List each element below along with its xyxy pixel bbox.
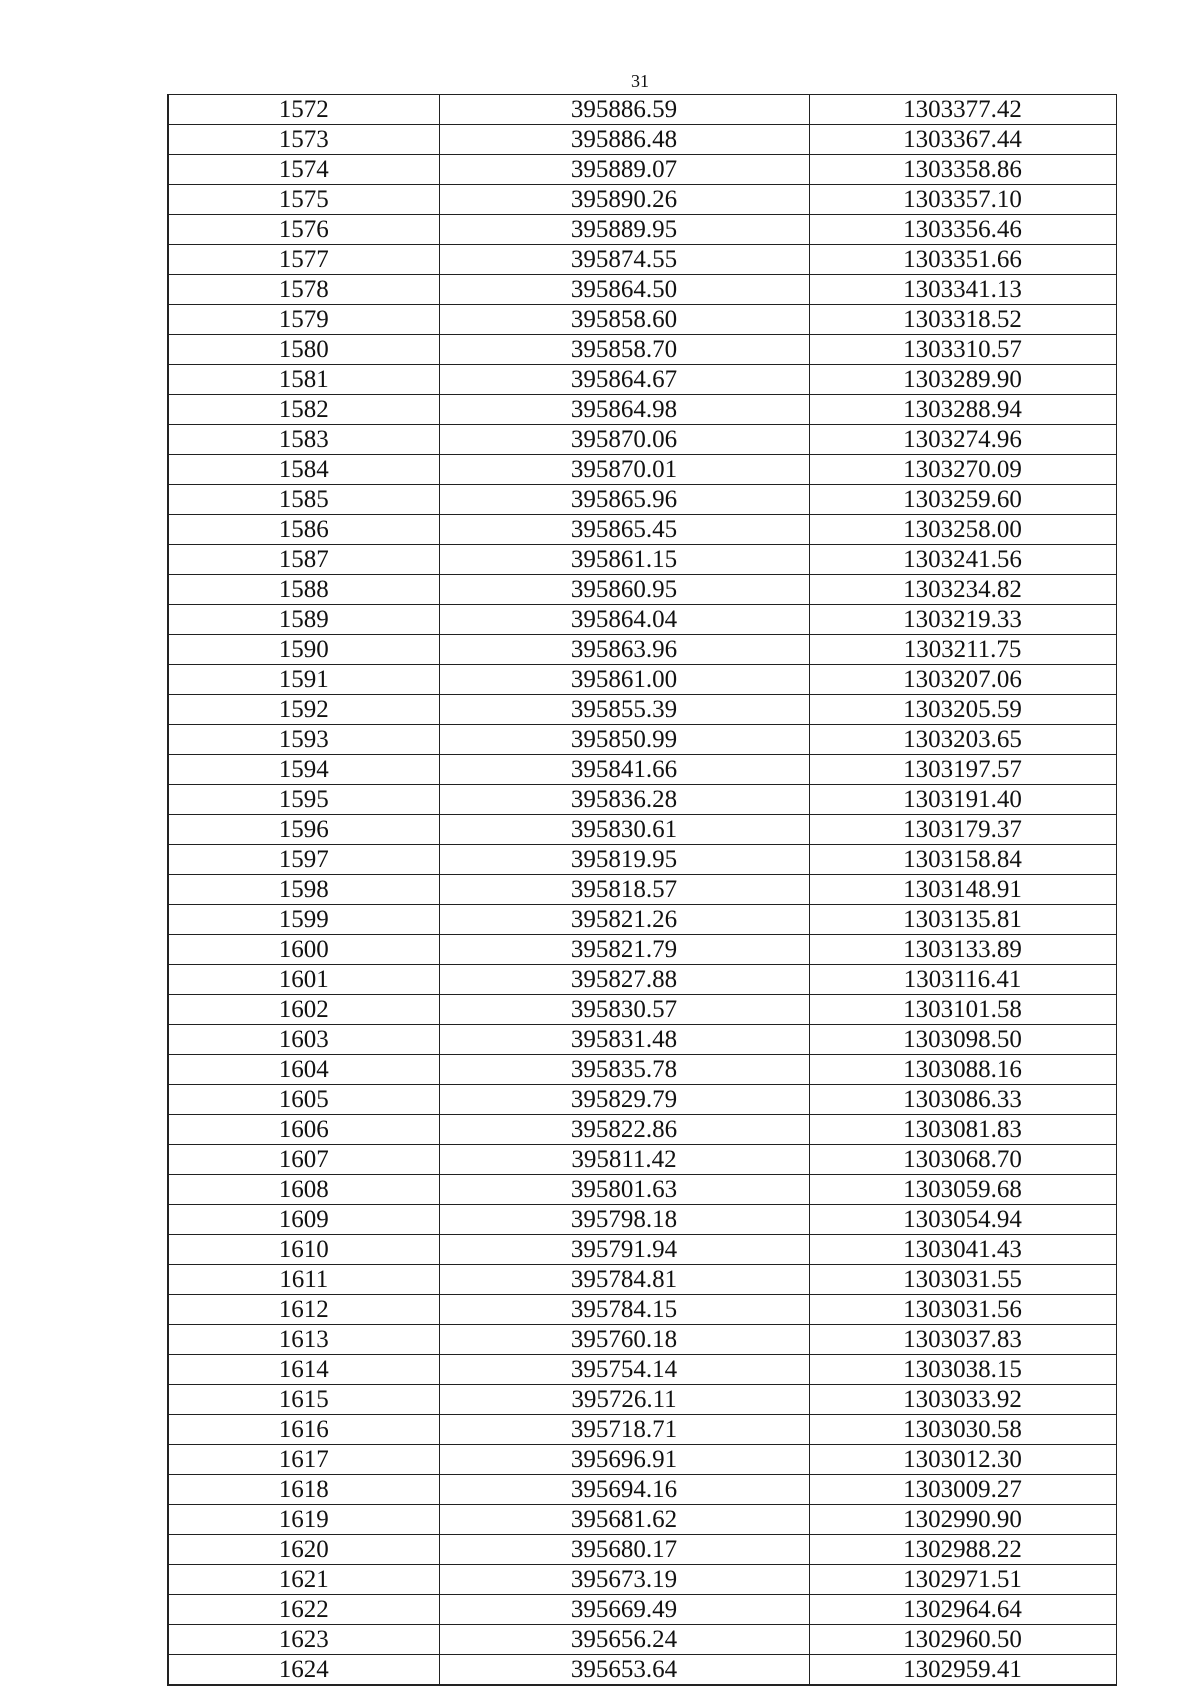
table-row bbox=[168, 1535, 1116, 1565]
table-row bbox=[168, 1115, 1116, 1145]
x-coordinate-cell: 395886.48 bbox=[439, 125, 809, 155]
y-coordinate-cell: 1303310.57 bbox=[809, 335, 1116, 365]
y-coordinate-cell: 1303116.41 bbox=[809, 965, 1116, 995]
table-row bbox=[168, 1355, 1116, 1385]
x-coordinate-cell: 395864.67 bbox=[439, 365, 809, 395]
y-coordinate-cell: 1303197.57 bbox=[809, 755, 1116, 785]
y-coordinate-cell: 1302988.22 bbox=[809, 1535, 1116, 1565]
table-row bbox=[168, 635, 1116, 665]
y-coordinate-cell: 1303318.52 bbox=[809, 305, 1116, 335]
x-coordinate-cell: 395680.17 bbox=[439, 1535, 809, 1565]
point-number-cell: 1573 bbox=[168, 125, 439, 155]
y-coordinate-cell: 1303205.59 bbox=[809, 695, 1116, 725]
x-coordinate-cell: 395681.62 bbox=[439, 1505, 809, 1535]
table-row bbox=[168, 605, 1116, 635]
point-number-cell: 1592 bbox=[168, 695, 439, 725]
table-row bbox=[168, 425, 1116, 455]
point-number-cell: 1587 bbox=[168, 545, 439, 575]
table-row bbox=[168, 965, 1116, 995]
y-coordinate-cell: 1303341.13 bbox=[809, 275, 1116, 305]
table-row bbox=[168, 1625, 1116, 1655]
point-number-cell: 1594 bbox=[168, 755, 439, 785]
x-coordinate-cell: 395819.95 bbox=[439, 845, 809, 875]
table-row bbox=[168, 1055, 1116, 1085]
x-coordinate-cell: 395870.06 bbox=[439, 425, 809, 455]
point-number-cell: 1572 bbox=[168, 95, 439, 125]
x-coordinate-cell: 395822.86 bbox=[439, 1115, 809, 1145]
table-row bbox=[168, 1025, 1116, 1055]
y-coordinate-cell: 1303059.68 bbox=[809, 1175, 1116, 1205]
y-coordinate-cell: 1303258.00 bbox=[809, 515, 1116, 545]
x-coordinate-cell: 395889.95 bbox=[439, 215, 809, 245]
point-number-cell: 1580 bbox=[168, 335, 439, 365]
y-coordinate-cell: 1303068.70 bbox=[809, 1145, 1116, 1175]
x-coordinate-cell: 395861.00 bbox=[439, 665, 809, 695]
x-coordinate-cell: 395811.42 bbox=[439, 1145, 809, 1175]
point-number-cell: 1603 bbox=[168, 1025, 439, 1055]
point-number-cell: 1577 bbox=[168, 245, 439, 275]
table-row bbox=[168, 575, 1116, 605]
point-number-cell: 1583 bbox=[168, 425, 439, 455]
y-coordinate-cell: 1303191.40 bbox=[809, 785, 1116, 815]
x-coordinate-cell: 395791.94 bbox=[439, 1235, 809, 1265]
x-coordinate-cell: 395863.96 bbox=[439, 635, 809, 665]
table-row bbox=[168, 1595, 1116, 1625]
point-number-cell: 1615 bbox=[168, 1385, 439, 1415]
x-coordinate-cell: 395784.81 bbox=[439, 1265, 809, 1295]
table-row bbox=[168, 1385, 1116, 1415]
table-row bbox=[168, 1655, 1116, 1686]
x-coordinate-cell: 395870.01 bbox=[439, 455, 809, 485]
point-number-cell: 1623 bbox=[168, 1625, 439, 1655]
point-number-cell: 1614 bbox=[168, 1355, 439, 1385]
x-coordinate-cell: 395865.96 bbox=[439, 485, 809, 515]
point-number-cell: 1620 bbox=[168, 1535, 439, 1565]
x-coordinate-cell: 395835.78 bbox=[439, 1055, 809, 1085]
point-number-cell: 1586 bbox=[168, 515, 439, 545]
table-row bbox=[168, 1325, 1116, 1355]
point-number-cell: 1591 bbox=[168, 665, 439, 695]
table-row bbox=[168, 1175, 1116, 1205]
table-row bbox=[168, 1295, 1116, 1325]
point-number-cell: 1593 bbox=[168, 725, 439, 755]
point-number-cell: 1581 bbox=[168, 365, 439, 395]
x-coordinate-cell: 395821.79 bbox=[439, 935, 809, 965]
y-coordinate-cell: 1303356.46 bbox=[809, 215, 1116, 245]
y-coordinate-cell: 1303274.96 bbox=[809, 425, 1116, 455]
x-coordinate-cell: 395784.15 bbox=[439, 1295, 809, 1325]
point-number-cell: 1597 bbox=[168, 845, 439, 875]
point-number-cell: 1611 bbox=[168, 1265, 439, 1295]
table-row bbox=[168, 1145, 1116, 1175]
table-row bbox=[168, 995, 1116, 1025]
point-number-cell: 1575 bbox=[168, 185, 439, 215]
y-coordinate-cell: 1303088.16 bbox=[809, 1055, 1116, 1085]
y-coordinate-cell: 1303158.84 bbox=[809, 845, 1116, 875]
table-row bbox=[168, 515, 1116, 545]
table-row bbox=[168, 1565, 1116, 1595]
point-number-cell: 1618 bbox=[168, 1475, 439, 1505]
y-coordinate-cell: 1303377.42 bbox=[809, 95, 1116, 125]
y-coordinate-cell: 1303211.75 bbox=[809, 635, 1116, 665]
y-coordinate-cell: 1303135.81 bbox=[809, 905, 1116, 935]
table-row bbox=[168, 1265, 1116, 1295]
table-row bbox=[168, 935, 1116, 965]
point-number-cell: 1595 bbox=[168, 785, 439, 815]
y-coordinate-cell: 1303033.92 bbox=[809, 1385, 1116, 1415]
x-coordinate-cell: 395865.45 bbox=[439, 515, 809, 545]
x-coordinate-cell: 395860.95 bbox=[439, 575, 809, 605]
y-coordinate-cell: 1303009.27 bbox=[809, 1475, 1116, 1505]
y-coordinate-cell: 1303357.10 bbox=[809, 185, 1116, 215]
table-row bbox=[168, 545, 1116, 575]
table-row bbox=[168, 815, 1116, 845]
point-number-cell: 1600 bbox=[168, 935, 439, 965]
y-coordinate-cell: 1303037.83 bbox=[809, 1325, 1116, 1355]
point-number-cell: 1612 bbox=[168, 1295, 439, 1325]
point-number-cell: 1582 bbox=[168, 395, 439, 425]
y-coordinate-cell: 1303367.44 bbox=[809, 125, 1116, 155]
y-coordinate-cell: 1303358.86 bbox=[809, 155, 1116, 185]
table-row bbox=[168, 95, 1116, 125]
point-number-cell: 1617 bbox=[168, 1445, 439, 1475]
x-coordinate-cell: 395855.39 bbox=[439, 695, 809, 725]
x-coordinate-cell: 395841.66 bbox=[439, 755, 809, 785]
x-coordinate-cell: 395830.57 bbox=[439, 995, 809, 1025]
page-number: 31 bbox=[631, 71, 649, 91]
y-coordinate-cell: 1302964.64 bbox=[809, 1595, 1116, 1625]
table-row bbox=[168, 1505, 1116, 1535]
table-row bbox=[168, 1475, 1116, 1505]
point-number-cell: 1605 bbox=[168, 1085, 439, 1115]
y-coordinate-cell: 1303133.89 bbox=[809, 935, 1116, 965]
y-coordinate-cell: 1303086.33 bbox=[809, 1085, 1116, 1115]
x-coordinate-cell: 395861.15 bbox=[439, 545, 809, 575]
x-coordinate-cell: 395886.59 bbox=[439, 95, 809, 125]
point-number-cell: 1613 bbox=[168, 1325, 439, 1355]
y-coordinate-cell: 1303031.55 bbox=[809, 1265, 1116, 1295]
table-row bbox=[168, 1415, 1116, 1445]
table-row bbox=[168, 305, 1116, 335]
table-row bbox=[168, 1085, 1116, 1115]
y-coordinate-cell: 1303270.09 bbox=[809, 455, 1116, 485]
point-number-cell: 1610 bbox=[168, 1235, 439, 1265]
table-row bbox=[168, 485, 1116, 515]
x-coordinate-cell: 395836.28 bbox=[439, 785, 809, 815]
table-row bbox=[168, 785, 1116, 815]
table-body bbox=[168, 95, 1116, 1686]
y-coordinate-cell: 1303234.82 bbox=[809, 575, 1116, 605]
x-coordinate-cell: 395829.79 bbox=[439, 1085, 809, 1115]
table-row bbox=[168, 1235, 1116, 1265]
table-row bbox=[168, 845, 1116, 875]
x-coordinate-cell: 395827.88 bbox=[439, 965, 809, 995]
table-row bbox=[168, 875, 1116, 905]
x-coordinate-cell: 395864.98 bbox=[439, 395, 809, 425]
y-coordinate-cell: 1303148.91 bbox=[809, 875, 1116, 905]
y-coordinate-cell: 1303081.83 bbox=[809, 1115, 1116, 1145]
table-row bbox=[168, 365, 1116, 395]
x-coordinate-cell: 395864.50 bbox=[439, 275, 809, 305]
table-row bbox=[168, 455, 1116, 485]
table-row bbox=[168, 1205, 1116, 1235]
table-row bbox=[168, 335, 1116, 365]
x-coordinate-cell: 395890.26 bbox=[439, 185, 809, 215]
y-coordinate-cell: 1303012.30 bbox=[809, 1445, 1116, 1475]
y-coordinate-cell: 1302990.90 bbox=[809, 1505, 1116, 1535]
y-coordinate-cell: 1303289.90 bbox=[809, 365, 1116, 395]
x-coordinate-cell: 395874.55 bbox=[439, 245, 809, 275]
table-row bbox=[168, 245, 1116, 275]
x-coordinate-cell: 395850.99 bbox=[439, 725, 809, 755]
point-number-cell: 1624 bbox=[168, 1655, 439, 1686]
table-row bbox=[168, 665, 1116, 695]
y-coordinate-cell: 1302960.50 bbox=[809, 1625, 1116, 1655]
point-number-cell: 1584 bbox=[168, 455, 439, 485]
point-number-cell: 1598 bbox=[168, 875, 439, 905]
table-row bbox=[168, 905, 1116, 935]
x-coordinate-cell: 395653.64 bbox=[439, 1655, 809, 1686]
table-row bbox=[168, 695, 1116, 725]
x-coordinate-cell: 395760.18 bbox=[439, 1325, 809, 1355]
y-coordinate-cell: 1303098.50 bbox=[809, 1025, 1116, 1055]
point-number-cell: 1585 bbox=[168, 485, 439, 515]
x-coordinate-cell: 395718.71 bbox=[439, 1415, 809, 1445]
point-number-cell: 1608 bbox=[168, 1175, 439, 1205]
y-coordinate-cell: 1303101.58 bbox=[809, 995, 1116, 1025]
point-number-cell: 1619 bbox=[168, 1505, 439, 1535]
point-number-cell: 1621 bbox=[168, 1565, 439, 1595]
table-row bbox=[168, 125, 1116, 155]
point-number-cell: 1596 bbox=[168, 815, 439, 845]
point-number-cell: 1589 bbox=[168, 605, 439, 635]
point-number-cell: 1616 bbox=[168, 1415, 439, 1445]
point-number-cell: 1574 bbox=[168, 155, 439, 185]
x-coordinate-cell: 395726.11 bbox=[439, 1385, 809, 1415]
point-number-cell: 1590 bbox=[168, 635, 439, 665]
y-coordinate-cell: 1303054.94 bbox=[809, 1205, 1116, 1235]
x-coordinate-cell: 395821.26 bbox=[439, 905, 809, 935]
x-coordinate-cell: 395669.49 bbox=[439, 1595, 809, 1625]
table-row bbox=[168, 755, 1116, 785]
y-coordinate-cell: 1302971.51 bbox=[809, 1565, 1116, 1595]
y-coordinate-cell: 1302959.41 bbox=[809, 1655, 1116, 1686]
x-coordinate-cell: 395694.16 bbox=[439, 1475, 809, 1505]
x-coordinate-cell: 395656.24 bbox=[439, 1625, 809, 1655]
table-row bbox=[168, 275, 1116, 305]
y-coordinate-cell: 1303041.43 bbox=[809, 1235, 1116, 1265]
point-number-cell: 1599 bbox=[168, 905, 439, 935]
point-number-cell: 1622 bbox=[168, 1595, 439, 1625]
point-number-cell: 1588 bbox=[168, 575, 439, 605]
y-coordinate-cell: 1303351.66 bbox=[809, 245, 1116, 275]
table-row bbox=[168, 215, 1116, 245]
table-row bbox=[168, 395, 1116, 425]
point-number-cell: 1609 bbox=[168, 1205, 439, 1235]
point-number-cell: 1602 bbox=[168, 995, 439, 1025]
x-coordinate-cell: 395798.18 bbox=[439, 1205, 809, 1235]
point-number-cell: 1606 bbox=[168, 1115, 439, 1145]
point-number-cell: 1604 bbox=[168, 1055, 439, 1085]
point-number-cell: 1607 bbox=[168, 1145, 439, 1175]
x-coordinate-cell: 395858.70 bbox=[439, 335, 809, 365]
x-coordinate-cell: 395696.91 bbox=[439, 1445, 809, 1475]
table-row bbox=[168, 725, 1116, 755]
y-coordinate-cell: 1303203.65 bbox=[809, 725, 1116, 755]
x-coordinate-cell: 395754.14 bbox=[439, 1355, 809, 1385]
y-coordinate-cell: 1303241.56 bbox=[809, 545, 1116, 575]
y-coordinate-cell: 1303259.60 bbox=[809, 485, 1116, 515]
y-coordinate-cell: 1303219.33 bbox=[809, 605, 1116, 635]
x-coordinate-cell: 395830.61 bbox=[439, 815, 809, 845]
y-coordinate-cell: 1303207.06 bbox=[809, 665, 1116, 695]
y-coordinate-cell: 1303038.15 bbox=[809, 1355, 1116, 1385]
x-coordinate-cell: 395864.04 bbox=[439, 605, 809, 635]
x-coordinate-cell: 395673.19 bbox=[439, 1565, 809, 1595]
x-coordinate-cell: 395818.57 bbox=[439, 875, 809, 905]
point-number-cell: 1578 bbox=[168, 275, 439, 305]
x-coordinate-cell: 395801.63 bbox=[439, 1175, 809, 1205]
x-coordinate-cell: 395858.60 bbox=[439, 305, 809, 335]
y-coordinate-cell: 1303030.58 bbox=[809, 1415, 1116, 1445]
point-number-cell: 1576 bbox=[168, 215, 439, 245]
table-row bbox=[168, 185, 1116, 215]
table-row bbox=[168, 1445, 1116, 1475]
point-number-cell: 1601 bbox=[168, 965, 439, 995]
x-coordinate-cell: 395889.07 bbox=[439, 155, 809, 185]
x-coordinate-cell: 395831.48 bbox=[439, 1025, 809, 1055]
coordinate-table bbox=[167, 94, 1117, 1686]
y-coordinate-cell: 1303179.37 bbox=[809, 815, 1116, 845]
y-coordinate-cell: 1303288.94 bbox=[809, 395, 1116, 425]
y-coordinate-cell: 1303031.56 bbox=[809, 1295, 1116, 1325]
point-number-cell: 1579 bbox=[168, 305, 439, 335]
table-row bbox=[168, 155, 1116, 185]
